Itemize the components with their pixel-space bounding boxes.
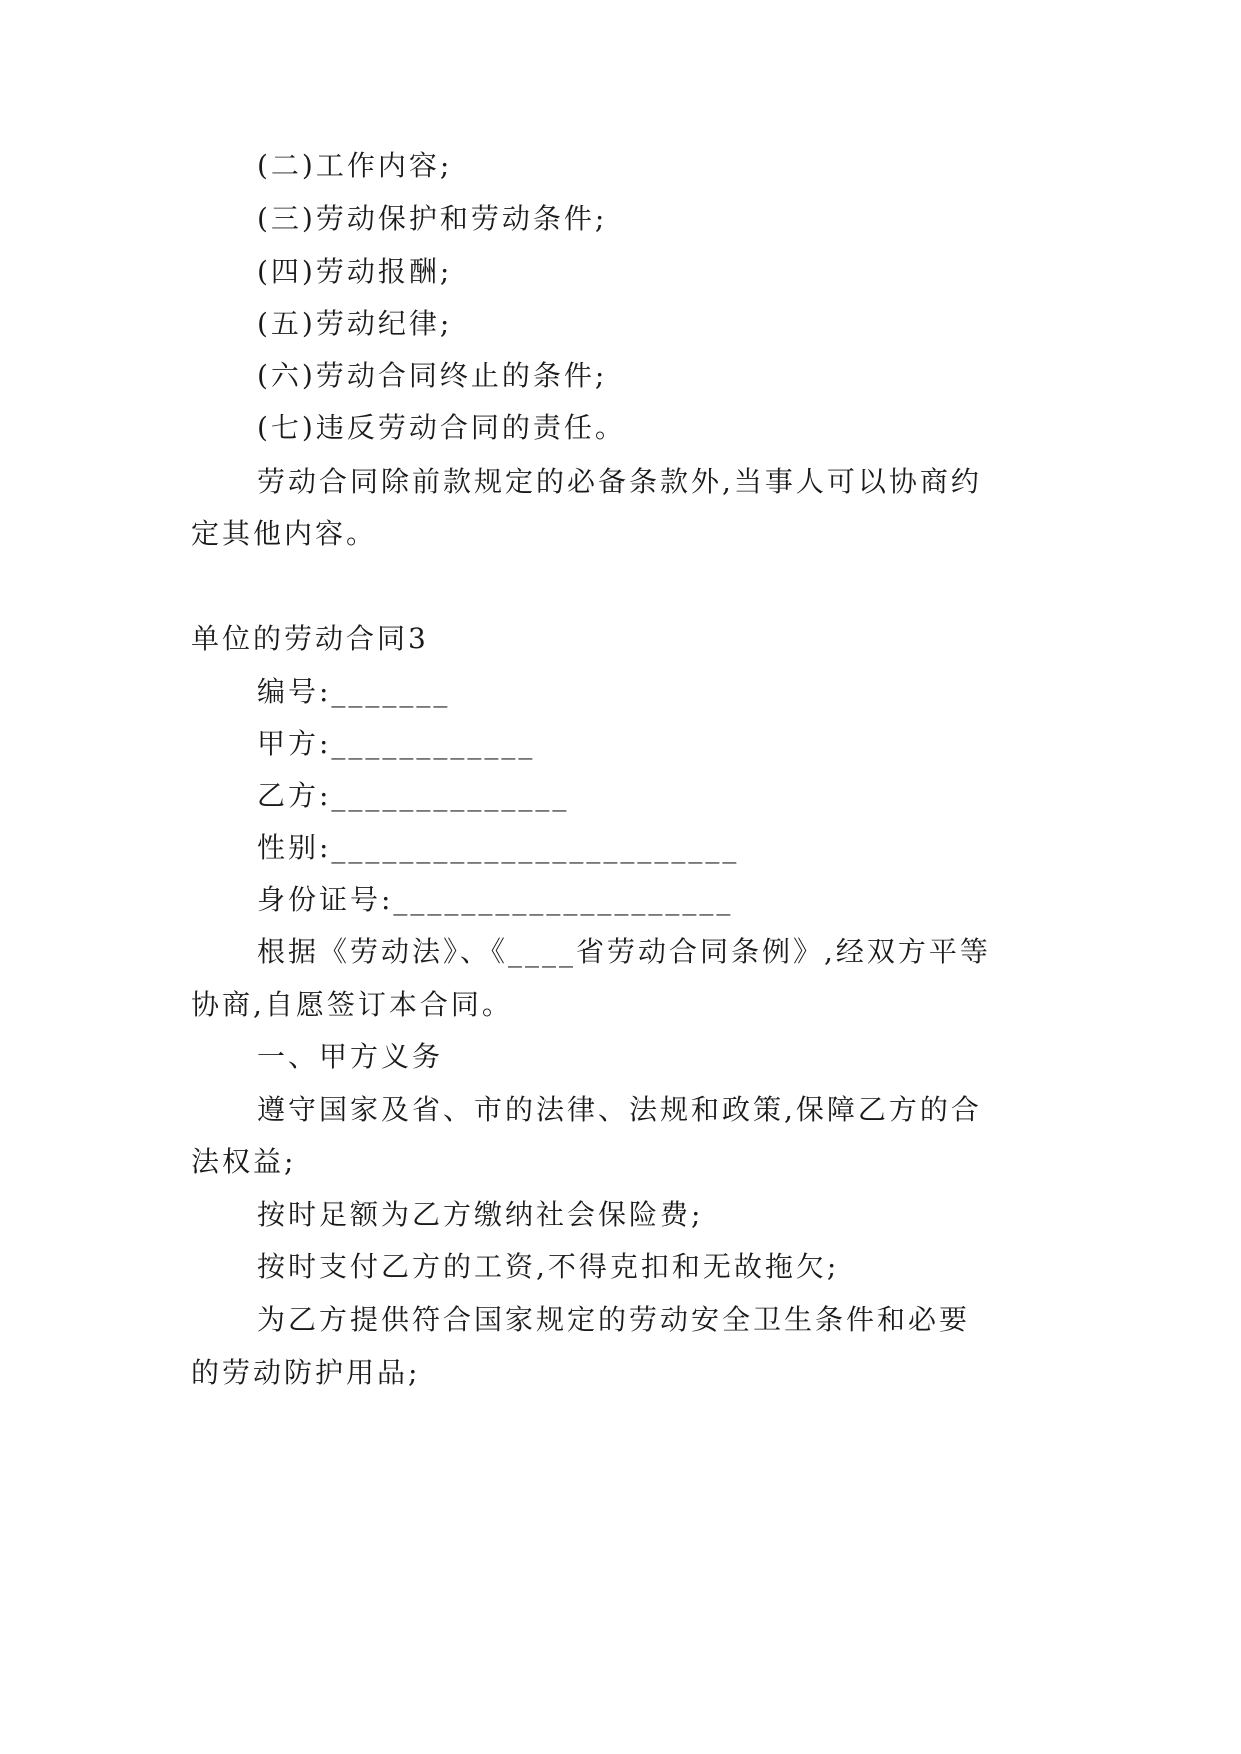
section-title: 单位的劳动合同3: [191, 622, 429, 655]
paragraph-line: 定其他内容。: [191, 517, 378, 550]
party-a-field: 甲方:____________: [257, 727, 536, 760]
list-item: (七)违反劳动合同的责任。: [257, 411, 626, 444]
paragraph-line: 协商,自愿签订本合同。: [191, 988, 513, 1021]
list-item: (五)劳动纪律;: [257, 307, 453, 340]
party-b-field: 乙方:______________: [257, 779, 570, 812]
paragraph-line: 为乙方提供符合国家规定的劳动安全卫生条件和必要: [257, 1303, 971, 1336]
paragraph-line: 按时支付乙方的工资,不得克扣和无故拖欠;: [257, 1250, 840, 1283]
paragraph-line: 遵守国家及省、市的法律、法规和政策,保障乙方的合: [257, 1093, 982, 1126]
list-item: (三)劳动保护和劳动条件;: [257, 202, 608, 235]
paragraph-line: 按时足额为乙方缴纳社会保险费;: [257, 1198, 704, 1231]
paragraph-line: 根据《劳动法》、《____省劳动合同条例》,经双方平等: [257, 935, 991, 968]
list-item: (六)劳动合同终止的条件;: [257, 359, 608, 392]
list-item: (四)劳动报酬;: [257, 255, 453, 288]
id-number-field: 身份证号:____________________: [257, 883, 734, 916]
paragraph-line: 劳动合同除前款规定的必备条款外,当事人可以协商约: [257, 465, 982, 498]
list-item: (二)工作内容;: [257, 149, 453, 182]
section-heading: 一、甲方义务: [257, 1040, 444, 1073]
paragraph-line: 法权益;: [191, 1145, 297, 1178]
number-field: 编号:_______: [257, 675, 451, 708]
paragraph-line: 的劳动防护用品;: [191, 1356, 421, 1389]
gender-field: 性别:________________________: [257, 831, 740, 864]
